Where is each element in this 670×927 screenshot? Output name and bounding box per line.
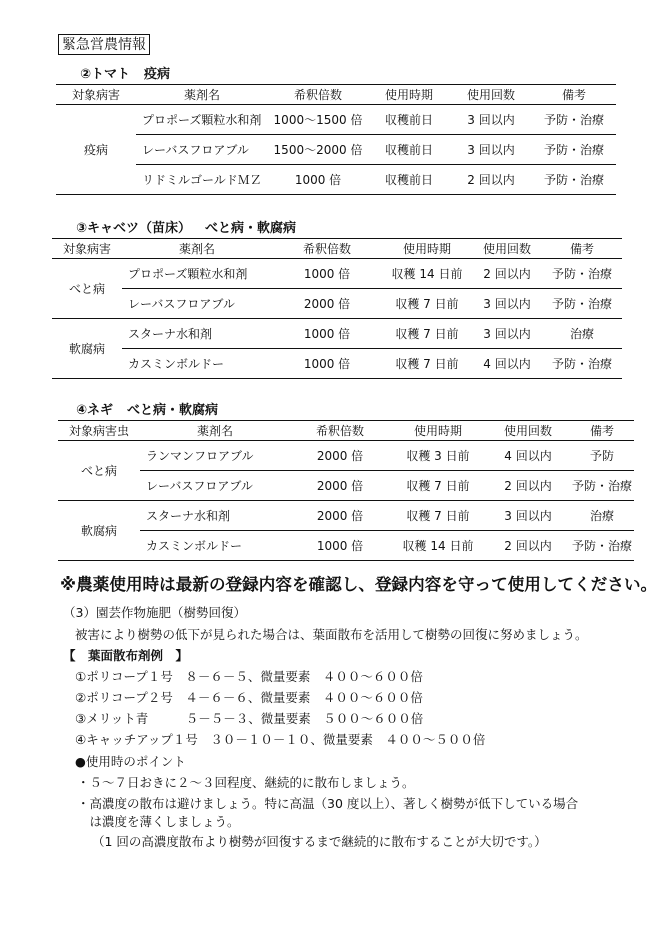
column-header: 対象病害 bbox=[52, 239, 122, 259]
table-row bbox=[52, 289, 622, 319]
dilution-cell: 1000 倍 bbox=[272, 349, 382, 379]
timing-cell: 収穫前日 bbox=[368, 105, 450, 135]
remarks-cell: 予防・治療 bbox=[570, 531, 634, 561]
column-header: 希釈倍数 bbox=[272, 239, 382, 259]
table-row bbox=[52, 349, 622, 379]
column-header: 対象病害 bbox=[56, 85, 136, 105]
column-header: 使用回数 bbox=[486, 421, 570, 441]
table-header-row bbox=[56, 85, 616, 105]
frequency-cell: 2 回以内 bbox=[486, 471, 570, 501]
fungicide-name-cell: リドミルゴールドＭＺ bbox=[136, 165, 268, 195]
frequency-cell: 3 回以内 bbox=[450, 135, 532, 165]
remarks-cell: 予防・治療 bbox=[570, 471, 634, 501]
foliar-example-4: ④キャッチアップ１号 ３０－１０－１０、微量要素 ４００～５００倍 bbox=[75, 732, 486, 747]
remarks-cell: 治療 bbox=[570, 501, 634, 531]
section3-intro: 被害により樹勢の低下が見られた場合は、葉面散布を活用して樹勢の回復に努めましょう。 bbox=[75, 627, 588, 642]
fungicide-name-cell: レーバスフロアブル bbox=[122, 289, 272, 319]
fungicide-name-cell: スターナ水和剤 bbox=[140, 501, 290, 531]
cabbage-fungicide-table bbox=[52, 238, 622, 379]
column-header: 対象病害虫 bbox=[58, 421, 140, 441]
cabbage-heading-crop: ③キャベツ（苗床） bbox=[76, 221, 192, 236]
dilution-cell: 1000 倍 bbox=[268, 165, 368, 195]
table-row bbox=[56, 135, 616, 165]
fungicide-name-cell: プロポーズ顆粒水和剤 bbox=[136, 105, 268, 135]
remarks-cell: 予防・治療 bbox=[542, 259, 622, 289]
leek-heading bbox=[76, 399, 218, 418]
column-header: 備考 bbox=[542, 239, 622, 259]
dilution-cell: 1000 倍 bbox=[272, 319, 382, 349]
remarks-cell: 予防・治療 bbox=[532, 165, 616, 195]
timing-cell: 収穫 7 日前 bbox=[390, 501, 486, 531]
table-row bbox=[56, 105, 616, 135]
remarks-cell: 予防 bbox=[570, 441, 634, 471]
table-row bbox=[58, 471, 634, 501]
column-header: 使用回数 bbox=[450, 85, 532, 105]
remarks-cell: 予防・治療 bbox=[542, 289, 622, 319]
timing-cell: 収穫 14 日前 bbox=[382, 259, 472, 289]
usage-notice: ※農薬使用時は最新の登録内容を確認し、登録内容を守って使用してください。 bbox=[60, 575, 658, 594]
target-disease-cell: べと病 bbox=[58, 441, 140, 501]
usage-points-title: ●使用時のポイント bbox=[75, 754, 186, 769]
dilution-cell: 1000 倍 bbox=[290, 531, 390, 561]
table-row bbox=[58, 531, 634, 561]
tomato-heading-disease: 疫病 bbox=[144, 67, 171, 82]
fungicide-name-cell: プロポーズ顆粒水和剤 bbox=[122, 259, 272, 289]
timing-cell: 収穫 7 日前 bbox=[382, 289, 472, 319]
foliar-examples-title: 【 葉面散布剤例 】 bbox=[63, 648, 189, 663]
timing-cell: 収穫前日 bbox=[368, 135, 450, 165]
timing-cell: 収穫 14 日前 bbox=[390, 531, 486, 561]
target-disease-cell: べと病 bbox=[52, 259, 122, 319]
frequency-cell: 3 回以内 bbox=[450, 105, 532, 135]
dilution-cell: 2000 倍 bbox=[290, 501, 390, 531]
timing-cell: 収穫 7 日前 bbox=[382, 349, 472, 379]
fungicide-name-cell: レーバスフロアブル bbox=[140, 471, 290, 501]
table-row bbox=[52, 319, 622, 349]
usage-point-2-cont: は濃度を薄くしましょう。 bbox=[77, 814, 240, 829]
cabbage-heading bbox=[76, 217, 296, 236]
dilution-cell: 2000 倍 bbox=[272, 289, 382, 319]
remarks-cell: 予防・治療 bbox=[532, 105, 616, 135]
column-header: 希釈倍数 bbox=[290, 421, 390, 441]
usage-point-1: ・５～７日おきに２～３回程度、継続的に散布しましょう。 bbox=[77, 775, 415, 790]
timing-cell: 収穫 7 日前 bbox=[382, 319, 472, 349]
emergency-info-label: 緊急営農情報 bbox=[58, 34, 150, 55]
column-header: 薬剤名 bbox=[140, 421, 290, 441]
timing-cell: 収穫前日 bbox=[368, 165, 450, 195]
column-header: 使用時期 bbox=[390, 421, 486, 441]
usage-point-2: ・高濃度の散布は避けましょう。特に高温（30 度以上）、著しく樹勢が低下している場合 bbox=[77, 796, 579, 811]
tomato-heading bbox=[80, 63, 170, 82]
fungicide-name-cell: カスミンボルドー bbox=[140, 531, 290, 561]
target-disease-cell: 軟腐病 bbox=[58, 501, 140, 561]
foliar-example-2: ②ポリコープ２号 ４－６－６、微量要素 ４００～６００倍 bbox=[75, 690, 423, 705]
column-header: 使用時期 bbox=[382, 239, 472, 259]
leek-heading-crop: ④ネギ bbox=[76, 403, 114, 418]
fungicide-name-cell: スターナ水和剤 bbox=[122, 319, 272, 349]
frequency-cell: 4 回以内 bbox=[472, 349, 542, 379]
foliar-example-1: ①ポリコープ１号 ８－６－５、微量要素 ４００～６００倍 bbox=[75, 669, 423, 684]
frequency-cell: 4 回以内 bbox=[486, 441, 570, 471]
dilution-cell: 1000 倍 bbox=[272, 259, 382, 289]
frequency-cell: 2 回以内 bbox=[486, 531, 570, 561]
column-header: 使用時期 bbox=[368, 85, 450, 105]
remarks-cell: 予防・治療 bbox=[542, 349, 622, 379]
leek-fungicide-table bbox=[58, 420, 634, 561]
table-row bbox=[58, 501, 634, 531]
tomato-heading-crop: ②トマト bbox=[80, 67, 131, 82]
column-header: 薬剤名 bbox=[136, 85, 268, 105]
dilution-cell: 1500～2000 倍 bbox=[268, 135, 368, 165]
table-row bbox=[56, 165, 616, 195]
column-header: 使用回数 bbox=[472, 239, 542, 259]
frequency-cell: 3 回以内 bbox=[472, 319, 542, 349]
column-header: 薬剤名 bbox=[122, 239, 272, 259]
target-disease-cell: 疫病 bbox=[56, 105, 136, 195]
leek-heading-disease: べと病・軟腐病 bbox=[127, 403, 219, 418]
cabbage-heading-disease: べと病・軟腐病 bbox=[205, 221, 297, 236]
column-header: 備考 bbox=[532, 85, 616, 105]
fungicide-name-cell: ランマンフロアブル bbox=[140, 441, 290, 471]
timing-cell: 収穫 3 日前 bbox=[390, 441, 486, 471]
timing-cell: 収穫 7 日前 bbox=[390, 471, 486, 501]
column-header: 備考 bbox=[570, 421, 634, 441]
frequency-cell: 2 回以内 bbox=[472, 259, 542, 289]
column-header: 希釈倍数 bbox=[268, 85, 368, 105]
dilution-cell: 2000 倍 bbox=[290, 471, 390, 501]
frequency-cell: 3 回以内 bbox=[486, 501, 570, 531]
dilution-cell: 1000～1500 倍 bbox=[268, 105, 368, 135]
fungicide-name-cell: カスミンボルドー bbox=[122, 349, 272, 379]
dilution-cell: 2000 倍 bbox=[290, 441, 390, 471]
table-header-row bbox=[58, 421, 634, 441]
table-row bbox=[58, 441, 634, 471]
fungicide-name-cell: レーバスフロアブル bbox=[136, 135, 268, 165]
usage-point-note: （1 回の高濃度散布より樹勢が回復するまで継続的に散布することが大切です。） bbox=[92, 834, 547, 849]
frequency-cell: 3 回以内 bbox=[472, 289, 542, 319]
section3-title: （3）園芸作物施肥（樹勢回復） bbox=[63, 605, 246, 620]
remarks-cell: 治療 bbox=[542, 319, 622, 349]
frequency-cell: 2 回以内 bbox=[450, 165, 532, 195]
remarks-cell: 予防・治療 bbox=[532, 135, 616, 165]
tomato-fungicide-table bbox=[56, 84, 616, 195]
target-disease-cell: 軟腐病 bbox=[52, 319, 122, 379]
table-header-row bbox=[52, 239, 622, 259]
table-row bbox=[52, 259, 622, 289]
foliar-example-3: ③メリット青 ５－５－３、微量要素 ５００～６００倍 bbox=[75, 711, 424, 726]
